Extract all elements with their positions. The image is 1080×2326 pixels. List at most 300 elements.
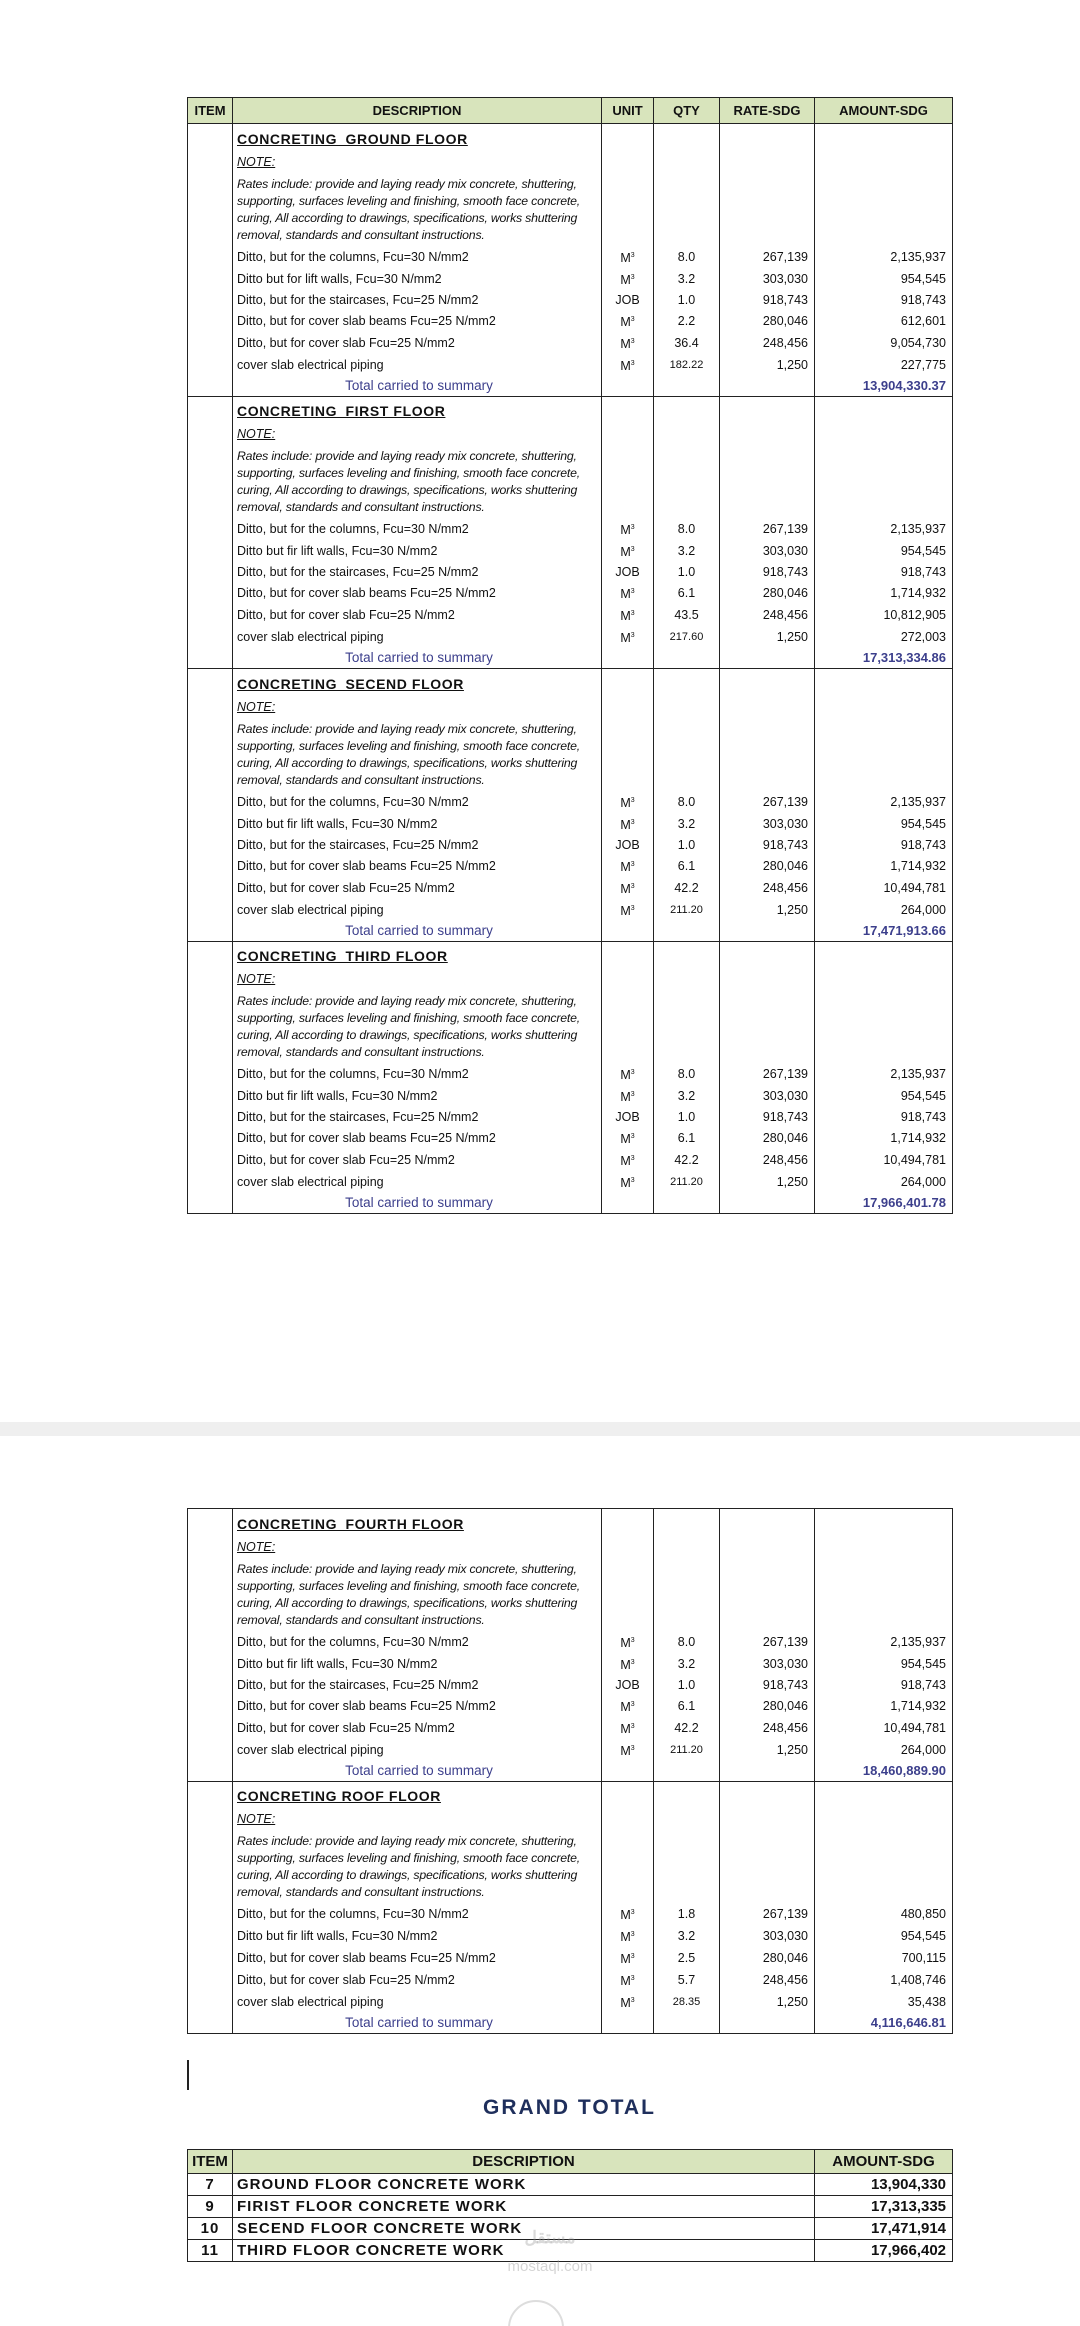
line-amount: 1,714,932 (815, 1127, 953, 1149)
qty-cell (654, 669, 720, 695)
item-cell (188, 290, 233, 310)
line-unit (602, 332, 654, 354)
item-cell (188, 1925, 233, 1947)
item-cell (188, 877, 233, 899)
line-unit (602, 1717, 654, 1739)
item-cell (188, 268, 233, 290)
amt-cell (815, 1831, 953, 1903)
unit-superscript: 3 (630, 1155, 635, 1162)
amt-cell (815, 422, 953, 446)
unit-text: M (620, 272, 631, 287)
line-qty: 28.35 (654, 1991, 720, 2013)
line-rate: 280,046 (720, 1127, 815, 1149)
line-unit (602, 518, 654, 540)
rate-cell (720, 396, 815, 422)
note-row (188, 967, 953, 991)
line-item-row (188, 246, 953, 268)
line-unit (602, 1969, 654, 1991)
line-unit (602, 1107, 654, 1127)
total-label: Total carried to summary (233, 648, 602, 669)
section-total-row (188, 1193, 953, 1214)
item-cell (188, 124, 233, 150)
qty-cell (654, 1535, 720, 1559)
rate-cell (720, 719, 815, 791)
line-rate: 248,456 (720, 604, 815, 626)
section-title-row (188, 669, 953, 695)
note-row (188, 695, 953, 719)
line-rate: 1,250 (720, 899, 815, 921)
line-description: Ditto but fir lift walls, Fcu=30 N/mm2 (233, 540, 602, 562)
line-description: Ditto, but for cover slab Fcu=25 N/mm2 (233, 332, 602, 354)
unit-superscript: 3 (630, 632, 635, 639)
line-amount: 954,545 (815, 1653, 953, 1675)
unit-cell (602, 1807, 654, 1831)
line-description: Ditto, but for cover slab Fcu=25 N/mm2 (233, 877, 602, 899)
item-cell (188, 1781, 233, 1807)
amt-cell (815, 1509, 953, 1535)
grand-description: FIRIST FLOOR CONCRETE WORK (233, 2196, 602, 2218)
total-label: Total carried to summary (233, 2013, 602, 2034)
line-rate: 918,743 (720, 562, 815, 582)
line-rate: 280,046 (720, 310, 815, 332)
amt-cell (815, 1781, 953, 1807)
grand-description: THIRD FLOOR CONCRETE WORK (233, 2240, 602, 2262)
line-rate: 280,046 (720, 1695, 815, 1717)
line-qty: 1.8 (654, 1903, 720, 1925)
note-row (188, 150, 953, 174)
amt-cell (815, 446, 953, 518)
section-title-row (188, 124, 953, 150)
line-qty: 8.0 (654, 518, 720, 540)
qty-cell (654, 174, 720, 246)
line-qty: 1.0 (654, 1675, 720, 1695)
line-amount: 954,545 (815, 813, 953, 835)
unit-text: M (620, 903, 631, 918)
unit-superscript: 3 (630, 588, 635, 595)
line-rate: 267,139 (720, 1063, 815, 1085)
unit-superscript: 3 (630, 1909, 635, 1916)
rate-cell (720, 174, 815, 246)
watermark-logo: مستقل (524, 2228, 576, 2247)
item-cell (188, 1695, 233, 1717)
watermark-url: mostaql.com (507, 2258, 593, 2275)
line-amount: 918,743 (815, 1107, 953, 1127)
unit-superscript: 3 (630, 273, 635, 281)
line-unit (602, 1675, 654, 1695)
grand-item-number: 7 (188, 2174, 233, 2196)
grand-total-title: GRAND TOTAL (483, 2096, 656, 2119)
qty-cell (654, 2013, 720, 2034)
unit-cell (602, 396, 654, 422)
line-rate: 280,046 (720, 582, 815, 604)
line-unit (602, 1127, 654, 1149)
unit-cell (602, 376, 654, 397)
line-item-row (188, 1695, 953, 1717)
note-row (188, 1535, 953, 1559)
line-item-row (188, 855, 953, 877)
qty-cell (654, 1559, 720, 1631)
section-total-amount: 17,966,401.78 (815, 1193, 953, 1214)
item-cell (188, 695, 233, 719)
rate-cell (720, 967, 815, 991)
amt-cell (815, 669, 953, 695)
unit-text: M (620, 1930, 631, 1944)
boq-table-page-2 (187, 1508, 953, 2034)
line-item-row (188, 582, 953, 604)
unit-text: M (620, 1132, 631, 1146)
qty-cell (654, 422, 720, 446)
rate-cell (720, 422, 815, 446)
amt-cell (815, 396, 953, 422)
item-cell (188, 1559, 233, 1631)
rate-cell (720, 124, 815, 150)
line-unit (602, 1925, 654, 1947)
unit-text: JOB (615, 565, 640, 579)
rate-cell (720, 446, 815, 518)
item-cell (188, 855, 233, 877)
qty-cell (654, 376, 720, 397)
grand-item-number: 11 (188, 2240, 233, 2262)
line-qty: 3.2 (654, 1925, 720, 1947)
line-amount: 2,135,937 (815, 1063, 953, 1085)
line-amount: 10,494,781 (815, 1717, 953, 1739)
line-amount: 35,438 (815, 1991, 953, 2013)
section-title-row (188, 1509, 953, 1535)
unit-superscript: 3 (630, 1133, 635, 1140)
line-amount: 9,054,730 (815, 332, 953, 354)
amt-cell (815, 1559, 953, 1631)
unit-text: M (620, 1996, 631, 2010)
line-qty: 8.0 (654, 791, 720, 813)
line-description: cover slab electrical piping (233, 626, 602, 648)
unit-superscript: 3 (630, 1636, 635, 1644)
line-unit (602, 1653, 654, 1675)
item-cell (188, 1807, 233, 1831)
line-amount: 918,743 (815, 562, 953, 582)
unit-cell (602, 174, 654, 246)
rate-cell (720, 1509, 815, 1535)
item-cell (188, 1675, 233, 1695)
line-qty: 3.2 (654, 1085, 720, 1107)
note-label: NOTE: (233, 967, 602, 991)
line-rate: 303,030 (720, 540, 815, 562)
rate-cell (720, 1831, 815, 1903)
item-cell (188, 648, 233, 669)
qty-cell (654, 1831, 720, 1903)
line-item-row (188, 1717, 953, 1739)
unit-superscript: 3 (630, 1931, 635, 1938)
line-qty: 8.0 (654, 1631, 720, 1653)
header-unit: UNIT (602, 98, 654, 124)
qty-cell (654, 991, 720, 1063)
grand-amount: 17,313,335 (815, 2196, 953, 2218)
unit-text: M (620, 1176, 631, 1190)
line-unit (602, 562, 654, 582)
qty-cell (654, 446, 720, 518)
amt-cell (815, 1807, 953, 1831)
grand-amount: 17,966,402 (815, 2240, 953, 2262)
line-amount: 612,601 (815, 310, 953, 332)
rate-cell (720, 1781, 815, 1807)
line-rate: 248,456 (720, 332, 815, 354)
note-row (188, 1807, 953, 1831)
qty-cell (654, 695, 720, 719)
qty-cell (654, 1781, 720, 1807)
rates-description: Rates include: provide and laying ready mix concrete, shuttering, supporting, surfaces leveling and finishing, smooth face concrete, curing, All according to drawings, specifications, works shuttering removal, standards and consultant instructions. (233, 991, 602, 1063)
header-item: ITEM (188, 98, 233, 124)
rate-cell (720, 921, 815, 942)
unit-superscript: 3 (630, 1700, 635, 1708)
line-qty: 211.20 (654, 1739, 720, 1761)
line-amount: 918,743 (815, 290, 953, 310)
rate-cell (720, 1193, 815, 1214)
line-qty: 6.1 (654, 855, 720, 877)
line-description: Ditto but for lift walls, Fcu=30 N/mm2 (233, 268, 602, 290)
line-item-row (188, 562, 953, 582)
item-cell (188, 332, 233, 354)
unit-superscript: 3 (630, 904, 635, 912)
unit-text: M (620, 1952, 631, 1966)
line-description: Ditto, but for cover slab beams Fcu=25 N/mm2 (233, 1127, 602, 1149)
line-qty: 1.0 (654, 290, 720, 310)
qty-cell (654, 124, 720, 150)
unit-cell (602, 648, 654, 669)
unit-text: M (620, 1974, 631, 1988)
line-qty: 3.2 (654, 540, 720, 562)
line-item-row (188, 604, 953, 626)
unit-cell (602, 1831, 654, 1903)
line-rate: 1,250 (720, 1739, 815, 1761)
section-title: CONCRETING_FIRST FLOOR (233, 396, 602, 422)
section-total-row (188, 648, 953, 669)
unit-superscript: 3 (630, 1091, 635, 1098)
rate-cell (720, 2013, 815, 2034)
line-amount: 918,743 (815, 835, 953, 855)
rate-cell (720, 376, 815, 397)
total-label: Total carried to summary (233, 921, 602, 942)
line-description: Ditto, but for the staircases, Fcu=25 N/mm2 (233, 1107, 602, 1127)
line-amount: 1,408,746 (815, 1969, 953, 1991)
unit-superscript: 3 (630, 1997, 635, 2004)
line-item-row (188, 1107, 953, 1127)
item-cell (188, 396, 233, 422)
line-unit (602, 813, 654, 835)
line-rate: 280,046 (720, 855, 815, 877)
line-amount: 2,135,937 (815, 1631, 953, 1653)
line-item-row (188, 268, 953, 290)
line-description: cover slab electrical piping (233, 1739, 602, 1761)
line-rate: 918,743 (720, 1107, 815, 1127)
line-amount: 1,714,932 (815, 855, 953, 877)
line-description: Ditto but fir lift walls, Fcu=30 N/mm2 (233, 1925, 602, 1947)
line-description: Ditto, but for the columns, Fcu=30 N/mm2 (233, 1903, 602, 1925)
line-amount: 1,714,932 (815, 582, 953, 604)
unit-cell (602, 2013, 654, 2034)
item-cell (188, 1535, 233, 1559)
line-rate: 918,743 (720, 1675, 815, 1695)
grand-blank-cell (602, 2218, 815, 2240)
line-item-row (188, 1149, 953, 1171)
line-rate: 303,030 (720, 1653, 815, 1675)
line-description: Ditto but fir lift walls, Fcu=30 N/mm2 (233, 1085, 602, 1107)
rate-cell (720, 941, 815, 967)
unit-cell (602, 124, 654, 150)
header-rate: RATE-SDG (720, 98, 815, 124)
rates-description: Rates include: provide and laying ready mix concrete, shuttering, supporting, surfaces leveling and finishing, smooth face concrete, curing, All according to drawings, specifications, works shuttering removal, standards and consultant instructions. (233, 1831, 602, 1903)
unit-cell (602, 1559, 654, 1631)
line-qty: 2.2 (654, 310, 720, 332)
unit-text: M (620, 859, 631, 874)
unit-cell (602, 941, 654, 967)
line-unit (602, 877, 654, 899)
unit-cell (602, 1509, 654, 1535)
item-cell (188, 719, 233, 791)
line-unit (602, 1903, 654, 1925)
line-unit (602, 855, 654, 877)
rates-description: Rates include: provide and laying ready mix concrete, shuttering, supporting, surfaces leveling and finishing, smooth face concrete, curing, All according to drawings, specifications, works shuttering removal, standards and consultant instructions. (233, 446, 602, 518)
grand-amount: 13,904,330 (815, 2174, 953, 2196)
unit-cell (602, 669, 654, 695)
section-total-amount: 13,904,330.37 (815, 376, 953, 397)
line-unit (602, 354, 654, 376)
unit-superscript: 3 (630, 359, 635, 367)
line-qty: 217.60 (654, 626, 720, 648)
item-cell (188, 1739, 233, 1761)
item-cell (188, 518, 233, 540)
line-amount: 264,000 (815, 1171, 953, 1193)
line-description: Ditto but fir lift walls, Fcu=30 N/mm2 (233, 1653, 602, 1675)
item-cell (188, 899, 233, 921)
line-amount: 954,545 (815, 1925, 953, 1947)
grand-header-description: DESCRIPTION (233, 2150, 815, 2174)
unit-text: JOB (615, 837, 640, 852)
header-amount: AMOUNT-SDG (815, 98, 953, 124)
header-qty: QTY (654, 98, 720, 124)
unit-text: M (620, 1699, 631, 1714)
line-description: Ditto, but for cover slab Fcu=25 N/mm2 (233, 1149, 602, 1171)
line-rate: 267,139 (720, 518, 815, 540)
rates-description-row (188, 174, 953, 246)
line-description: Ditto, but for the staircases, Fcu=25 N/mm2 (233, 835, 602, 855)
item-cell (188, 422, 233, 446)
grand-total-header-row (188, 2150, 953, 2174)
line-description: Ditto, but for cover slab beams Fcu=25 N/mm2 (233, 1695, 602, 1717)
rates-description: Rates include: provide and laying ready mix concrete, shuttering, supporting, surfaces leveling and finishing, smooth face concrete, curing, All according to drawings, specifications, works shuttering removal, standards and consultant instructions. (233, 719, 602, 791)
rates-description-row (188, 1559, 953, 1631)
line-rate: 303,030 (720, 1085, 815, 1107)
section-title: CONCRETING_GROUND FLOOR (233, 124, 602, 150)
note-label: NOTE: (233, 695, 602, 719)
rate-cell (720, 669, 815, 695)
qty-cell (654, 967, 720, 991)
unit-text: M (620, 1154, 631, 1168)
unit-text: M (620, 631, 631, 645)
note-label: NOTE: (233, 422, 602, 446)
line-amount: 2,135,937 (815, 791, 953, 813)
rate-cell (720, 150, 815, 174)
item-cell (188, 1947, 233, 1969)
section-total-row (188, 921, 953, 942)
line-description: Ditto, but for the columns, Fcu=30 N/mm2 (233, 1631, 602, 1653)
line-rate: 267,139 (720, 246, 815, 268)
unit-superscript: 3 (630, 1722, 635, 1730)
item-cell (188, 941, 233, 967)
line-unit (602, 899, 654, 921)
line-unit (602, 1947, 654, 1969)
line-description: Ditto, but for the staircases, Fcu=25 N/mm2 (233, 1675, 602, 1695)
item-cell (188, 1831, 233, 1903)
line-rate: 248,456 (720, 1717, 815, 1739)
rate-cell (720, 1807, 815, 1831)
qty-cell (654, 1807, 720, 1831)
rates-description: Rates include: provide and laying ready mix concrete, shuttering, supporting, surfaces leveling and finishing, smooth face concrete, curing, All according to drawings, specifications, works shuttering removal, standards and consultant instructions. (233, 174, 602, 246)
amt-cell (815, 941, 953, 967)
item-cell (188, 246, 233, 268)
item-cell (188, 1653, 233, 1675)
unit-cell (602, 1535, 654, 1559)
amt-cell (815, 695, 953, 719)
section-total-amount: 18,460,889.90 (815, 1761, 953, 1782)
line-description: Ditto, but for cover slab Fcu=25 N/mm2 (233, 1969, 602, 1991)
line-unit (602, 835, 654, 855)
item-cell (188, 626, 233, 648)
grand-item-number: 10 (188, 2218, 233, 2240)
line-rate: 303,030 (720, 268, 815, 290)
unit-superscript: 3 (630, 796, 635, 804)
line-qty: 1.0 (654, 1107, 720, 1127)
line-item-row (188, 1991, 953, 2013)
item-cell (188, 310, 233, 332)
line-unit (602, 290, 654, 310)
line-rate: 248,456 (720, 1149, 815, 1171)
note-label: NOTE: (233, 1535, 602, 1559)
line-description: Ditto, but for cover slab beams Fcu=25 N/mm2 (233, 855, 602, 877)
qty-cell (654, 921, 720, 942)
grand-description: SECEND FLOOR CONCRETE WORK (233, 2218, 602, 2240)
line-amount: 480,850 (815, 1903, 953, 1925)
item-cell (188, 354, 233, 376)
line-qty: 3.2 (654, 813, 720, 835)
item-cell (188, 582, 233, 604)
amt-cell (815, 124, 953, 150)
line-description: Ditto, but for cover slab beams Fcu=25 N/mm2 (233, 1947, 602, 1969)
section-total-row (188, 376, 953, 397)
item-cell (188, 991, 233, 1063)
line-rate: 918,743 (720, 290, 815, 310)
qty-cell (654, 941, 720, 967)
unit-cell (602, 719, 654, 791)
unit-superscript: 3 (630, 818, 635, 826)
line-qty: 1.0 (654, 562, 720, 582)
item-cell (188, 1991, 233, 2013)
table-border-tail (187, 2060, 189, 2090)
line-item-row (188, 791, 953, 813)
rate-cell (720, 1559, 815, 1631)
line-amount: 1,714,932 (815, 1695, 953, 1717)
unit-text: M (620, 523, 631, 537)
unit-text: M (620, 881, 631, 896)
unit-text: JOB (615, 1677, 640, 1692)
line-item-row (188, 899, 953, 921)
item-cell (188, 967, 233, 991)
amt-cell (815, 150, 953, 174)
note-label: NOTE: (233, 1807, 602, 1831)
line-qty: 42.2 (654, 1149, 720, 1171)
qty-cell (654, 396, 720, 422)
unit-superscript: 3 (630, 315, 635, 323)
grand-blank-cell (602, 2196, 815, 2218)
unit-superscript: 3 (630, 610, 635, 617)
